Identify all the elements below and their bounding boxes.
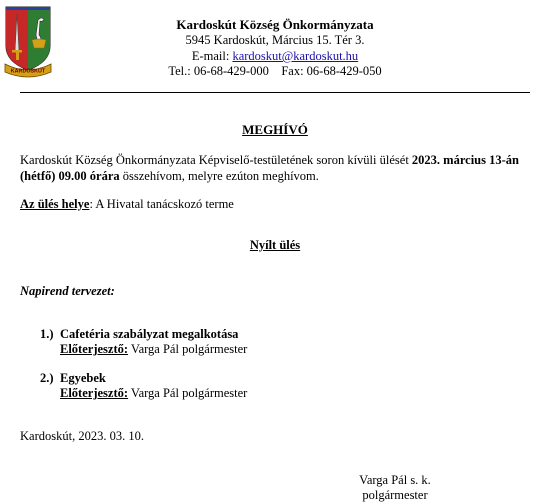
- agenda-label: Napirend tervezet:: [20, 284, 115, 298]
- agenda-item-number: 1.): [40, 327, 54, 341]
- crest-banner-text: KARDOSKÚT: [10, 68, 46, 75]
- org-phone-line: [60, 64, 490, 79]
- agenda-item-title: Cafetéria szabályzat megalkotása: [60, 327, 239, 341]
- intro-paragraph: [20, 152, 520, 184]
- intro-text: Kardoskút Község Önkormányzata Képviselő-testületének soron kívüli ülését: [20, 153, 412, 167]
- email-label: E-mail:: [191, 49, 233, 63]
- agenda-item-number: 2.): [40, 371, 54, 385]
- document-title: MEGHÍVÓ: [242, 122, 308, 137]
- venue-value: : A Hivatal tanácskozó terme: [89, 197, 234, 211]
- meeting-datetime: 2023. március 13-án (hétfő) 09.00 órára: [20, 153, 519, 183]
- agenda-item: [60, 327, 247, 357]
- agenda-item-title: Egyebek: [60, 371, 106, 385]
- signatory-name: Varga Pál s. k.: [359, 473, 431, 487]
- venue-line: [20, 197, 234, 212]
- municipality-crest: [3, 4, 53, 80]
- header-divider: [20, 92, 530, 93]
- venue-label: Az ülés helye: [20, 197, 90, 211]
- org-email-line: [60, 49, 490, 64]
- org-name: Kardoskút Község Önkormányzata: [176, 17, 374, 32]
- session-type: Nyílt ülés: [249, 238, 301, 252]
- fax-number: Fax: 06-68-429-050: [281, 64, 382, 78]
- agenda-item-presenter: Előterjesztő: Varga Pál polgármester: [60, 386, 248, 400]
- phone-number: Tel.: 06-68-429-000: [168, 64, 269, 78]
- agenda-item: [60, 371, 247, 401]
- place-and-date: Kardoskút, 2023. 03. 10.: [20, 429, 144, 443]
- org-address: 5945 Kardoskút, Március 15. Tér 3.: [185, 33, 365, 47]
- email-link[interactable]: kardoskut@kardoskut.hu: [232, 49, 359, 63]
- signature-block: [330, 473, 460, 503]
- intro-text-end: összehívom, melyre ezúton meghívom.: [119, 169, 319, 183]
- agenda-item-presenter: Előterjesztő: Varga Pál polgármester: [60, 342, 248, 356]
- signatory-role: polgármester: [362, 488, 428, 502]
